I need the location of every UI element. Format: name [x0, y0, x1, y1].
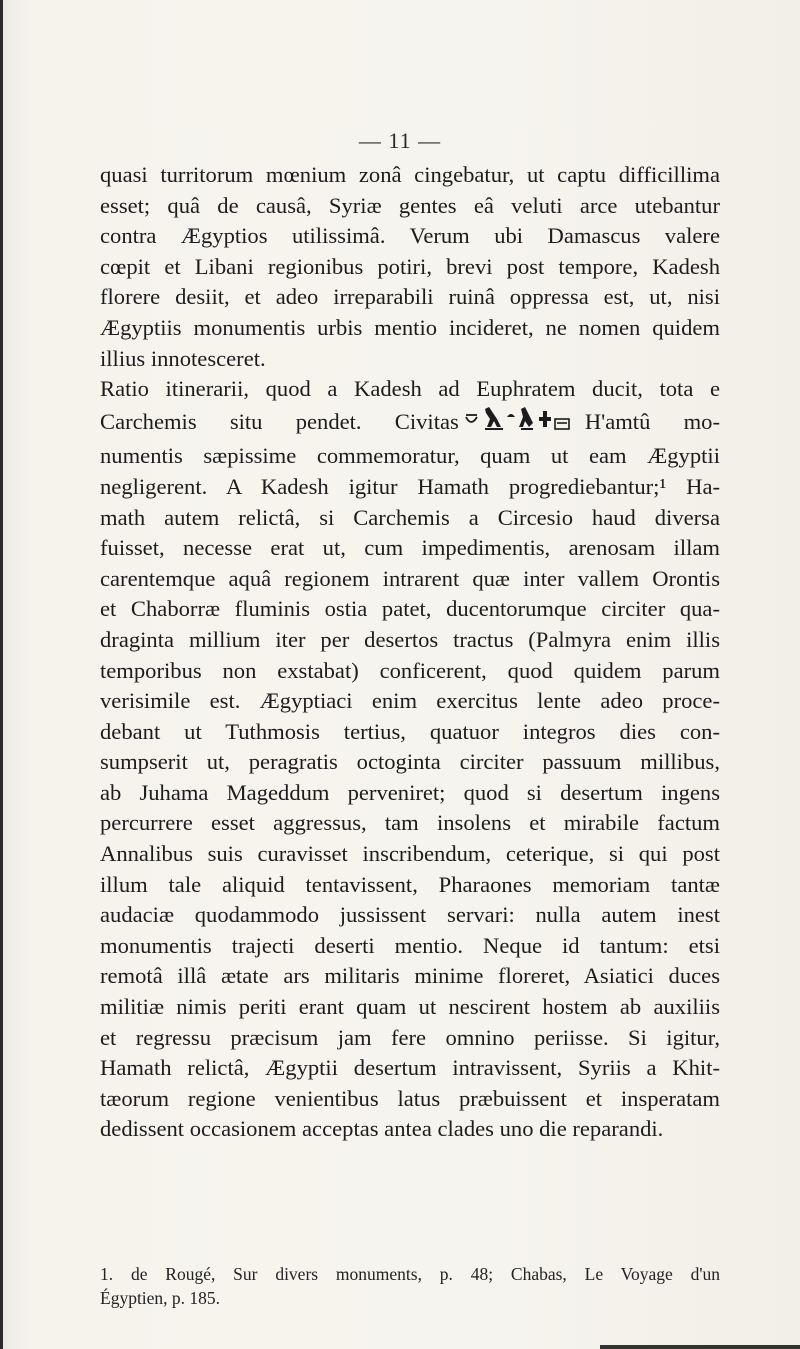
text-line: debant ut Tuthmosis tertius, quatuor integros dies con- — [100, 718, 720, 744]
text-line: florere desiit, et adeo irreparabili ruinâ oppressa est, ut, nisi — [100, 284, 720, 310]
text-line: draginta millium iter per desertos tractus (Palmyra enim illis — [100, 626, 720, 652]
text-line: remotâ illâ ætate ars militaris minime floreret, Asiatici duces — [100, 963, 720, 989]
hieroglyph-cartouche-icon — [463, 405, 581, 442]
text-line: math autem relictâ, si Carchemis a Circesio haud diversa — [100, 504, 720, 530]
text-line: quasi turritorum mœnium zonâ cingebatur, ut captu difficillima — [100, 162, 720, 187]
page-number: — 11 — — [358, 128, 442, 153]
hiero-line-end: H'amtû mo- — [584, 408, 720, 434]
text-line: Hamath relictâ, Ægyptii desertum intravissent, Syriis a Khit- — [100, 1055, 720, 1081]
text-line: Ratio itinerarii, quod a Kadesh ad Euphratem ducit, tota e — [100, 376, 720, 402]
text-line: numentis sæpissime commemoratur, quam ut eam Ægyptii — [100, 443, 720, 469]
text-line: cœpit et Libani regionibus potiri, brevi post tempore, Kadesh — [100, 253, 720, 279]
text-line-hieroglyph — [100, 405, 720, 442]
text-line: ab Juhama Mageddum perveniret; quod si desertum ingens — [100, 779, 720, 805]
text-line: contra Ægyptios utilissimâ. Verum ubi Damascus valere — [100, 223, 720, 249]
text-line: illum tale aliquid tentavissent, Pharaones memoriam tantæ — [100, 871, 720, 897]
text-line: sumpserit ut, peragratis octoginta circiter passuum millibus, — [100, 749, 720, 775]
page-bottom-shade — [600, 1345, 800, 1349]
text-line: Annalibus suis curavisset inscribendum, ceterique, si qui post — [100, 841, 720, 867]
text-line: esset; quâ de causâ, Syriæ gentes eâ veluti arce utebantur — [100, 192, 720, 218]
text-line: et Chaborræ fluminis ostia patet, ducentorumque circiter qua- — [100, 596, 720, 622]
text-line: dedissent occasionem acceptas antea clades uno die reparandi. — [100, 1116, 664, 1142]
text-line: tæorum regione venientibus latus præbuissent et insperatam — [100, 1085, 720, 1111]
footnote-line: 1. de Rougé, Sur divers monuments, p. 48; Chabas, Le Voyage d'un — [100, 1264, 720, 1284]
text-line: carentemque aquâ regionem intrarent quæ inter vallem Orontis — [100, 565, 720, 591]
text-line: monumentis trajecti deserti mentio. Neque id tantum: etsi — [100, 932, 720, 958]
text-line: Ægyptiis monumentis urbis mentio incideret, ne nomen quidem — [100, 314, 720, 340]
footnote — [100, 1262, 720, 1310]
text-line: illius innotesceret. — [100, 345, 266, 371]
paragraph-2 — [100, 374, 720, 1145]
text-line: fuisset, necesse erat ut, cum impedimentis, arenosam illam — [100, 535, 720, 561]
text-line: audaciæ quodammodo jussissent servari: nulla autem inest — [100, 902, 720, 928]
body-text — [100, 160, 720, 1145]
text-line: percurrere esset aggressus, tam insolens et mirabile factum — [100, 810, 720, 836]
text-line: negligerent. A Kadesh igitur Hamath progrediebantur;¹ Ha- — [100, 473, 720, 499]
text-line: militiæ nimis periti erant quam ut nescirent hostem ab auxiliis — [100, 994, 720, 1020]
text-line: et regressu præcisum jam fere omnino periisse. Si igitur, — [100, 1024, 720, 1050]
text-line: temporibus non exstabat) conficerent, quod quidem parum — [100, 657, 720, 683]
hiero-line-start: Carchemis situ pendet. Civitas — [100, 408, 459, 434]
paragraph-1 — [100, 160, 720, 374]
text-line: verisimile est. Ægyptiaci enim exercitus lente adeo proce- — [100, 688, 720, 714]
page-edge-line — [0, 0, 3, 1349]
footnote-line: Égyptien, p. 185. — [100, 1288, 221, 1308]
